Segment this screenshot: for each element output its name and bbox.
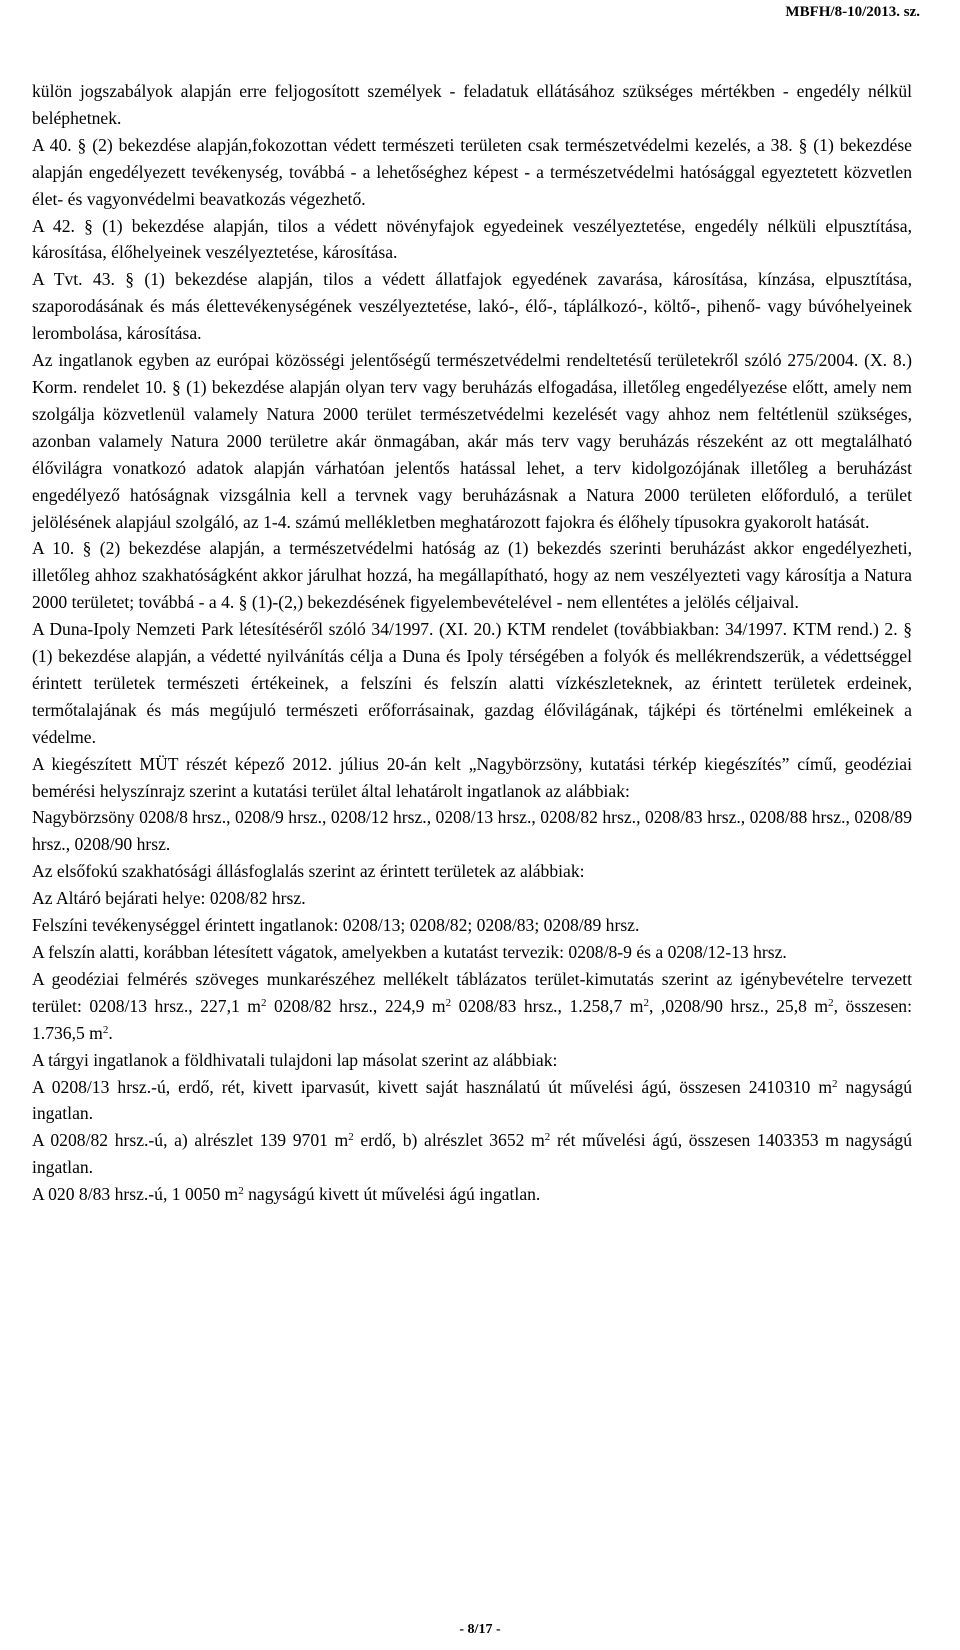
paragraph-parcel-list: Nagybörzsöny 0208/8 hrsz., 0208/9 hrsz., 0208/12 hrsz., 0208/13 hrsz., 0208/82 hrsz., 0208/83 hrsz., 0208/88 hrsz., 0208/89 hrsz., 0208/90 hrsz. bbox=[32, 807, 912, 855]
area-sup-2: 2 bbox=[445, 996, 452, 1009]
parcel-0208-83-text: A 020 8/83 hrsz.-ú, 1 0050 m bbox=[32, 1184, 239, 1205]
parcel-0208-83-tail: nagyságú kivett út művelési ágú ingatlan. bbox=[243, 1184, 541, 1205]
parcel-0208-82-middle: erdő, b) alrészlet 3652 m bbox=[353, 1130, 545, 1151]
paragraph-natura-2000: Az ingatlanok egyben az európai közösségi jelentőségű természetvédelmi rendeltetésű területekről szóló 275/2004. (X. 8.) Korm. rendelet 10. § (1) bekezdése alapján olyan terv vagy beruházás elfogadása, illetőleg engedélyezése előtt, amely nem szolgálja közvetlenül valamely Natura 2000 terület természetvédelmi kezelését vagy ahhoz nem feltétlenül szükséges, azonban valamely Natura 2000 területre akár önmagában, akár más terv vagy beruházás részeként az ott megtalálható élővilágra vonatkozó adatok alapján várhatóan jelentős hatással lehet, a terv kidolgozójának illetőleg a beruházást engedélyező hatóságnak vizsgálnia kell a tervnek vagy beruházásnak a Natura 2000 területen előforduló, a terület jelölésének alapjául szolgáló, az 1-4. számú mellékletben meghatározott fajokra és élőhely típusokra gyakorolt hatását. bbox=[32, 350, 912, 532]
paragraph-section-43: A Tvt. 43. § (1) bekezdése alapján, tilos a védett állatfajok egyedének zavarása, károsítása, kínzása, elpusztítása, szaporodásának és más élettevékenységének veszélyeztetése, lakó-, élő-, táplálkozó-, költő-, pihenő- vagy búvóhelyeinek lerombolása, károsítása. bbox=[32, 269, 912, 344]
parcel-0208-82-tail: rét művelési ágú, összesen 1403353 m nagyságú ingatlan. bbox=[32, 1130, 912, 1178]
paragraph-surface-parcels: Felszíni tevékenységgel érintett ingatlanok: 0208/13; 0208/82; 0208/83; 0208/89 hrsz. bbox=[32, 915, 640, 936]
paragraph-entry-permission: külön jogszabályok alapján erre feljogosított személyek - feladatuk ellátásához szükséges mértékben - engedély nélkül beléphetnek. bbox=[32, 81, 912, 128]
parcel-0208-82-sup-1: 2 bbox=[348, 1131, 354, 1144]
parcel-0208-83-sup: 2 bbox=[238, 1185, 244, 1198]
parcel-0208-13-text: A 0208/13 hrsz.-ú, erdő, rét, kivett iparvasút, kivett saját használatú út művelési ágú, összesen 2410310 m bbox=[32, 1076, 833, 1097]
area-sup-5: 2 bbox=[102, 1023, 109, 1036]
parcel-0208-82-sup-2: 2 bbox=[544, 1131, 551, 1144]
paragraph-section-42: A 42. § (1) bekezdése alapján, tilos a védett növényfajok egyedeinek veszélyeztetése, engedély nélküli elpusztítása, károsítása, élőhelyeinek veszélyeztetése, károsítása. bbox=[32, 215, 912, 263]
area-text-5: , összesen: 1.736,5 m bbox=[32, 995, 912, 1043]
area-text-4: , ,0208/90 hrsz., 25,8 m bbox=[648, 995, 829, 1016]
paragraph-parcel-0208-82 bbox=[32, 1127, 912, 1181]
paragraph-section-40: A 40. § (2) bekezdése alapján,fokozottan védett természeti területen csak természetvédelmi kezelés, a 38. § (1) bekezdése alapján engedélyezett tevékenység, továbbá - a lehetőséghez képest - a természetvédelmi hatósággal egyeztetett közvetlen élet- és vagyonvédelmi beavatkozás végezhető. bbox=[32, 134, 912, 209]
document-body bbox=[32, 78, 912, 1208]
paragraph-parcel-0208-83 bbox=[32, 1181, 912, 1208]
parcel-0208-82-text: A 0208/82 hrsz.-ú, a) alrészlet 139 9701 m bbox=[32, 1130, 349, 1151]
paragraph-adit-entrance: Az Altáró bejárati helye: 0208/82 hrsz. bbox=[32, 888, 306, 909]
area-text-1: A geodéziai felmérés szöveges munkarészéhez mellékelt táblázatos terület-kimutatás szerint az igénybevételre tervezett terület: 0208/13 hrsz., 227,1 m bbox=[32, 968, 912, 1016]
paragraph-area-summary bbox=[32, 966, 912, 1047]
document-id: MBFH/8-10/2013. sz. bbox=[785, 4, 920, 20]
paragraph-affected-areas-intro: Az elsőfokú szakhatósági állásfoglalás szerint az érintett területek az alábbiak: bbox=[32, 861, 585, 882]
paragraph-parcel-0208-13 bbox=[32, 1074, 912, 1128]
area-sup-4: 2 bbox=[828, 996, 834, 1009]
area-text-3: 0208/83 hrsz., 1.258,7 m bbox=[451, 995, 644, 1016]
area-sup-1: 2 bbox=[260, 996, 267, 1009]
paragraph-land-registry-intro: A tárgyi ingatlanok a földhivatali tulajdoni lap másolat szerint az alábbiak: bbox=[32, 1049, 558, 1070]
paragraph-mut-survey: A kiegészített MÜT részét képező 2012. július 20-án kelt „Nagybörzsöny, kutatási térkép kiegészítés” című, geodéziai bemérési helyszínrajz szerint a kutatási terület által lehatárolt ingatlanok az alábbiak: bbox=[32, 753, 912, 801]
area-sup-3: 2 bbox=[643, 996, 649, 1009]
area-text-2: 0208/82 hrsz., 224,9 m bbox=[266, 995, 446, 1016]
parcel-0208-13-sup: 2 bbox=[832, 1077, 838, 1090]
paragraph-underground-tunnels: A felszín alatti, korábban létesített vágatok, amelyekben a kutatást tervezik: 0208/8-9 és a 0208/12-13 hrsz. bbox=[32, 942, 787, 962]
paragraph-duna-ipoly: A Duna-Ipoly Nemzeti Park létesítéséről szóló 34/1997. (XI. 20.) KTM rendelet (továbbiakban: 34/1997. KTM rend.) 2. § (1) bekezdése alapján, a védetté nyilvánítás célja a Duna és Ipoly térségében a folyók és mellékrendszerük, a védettséggel érintett területek természeti értékeinek, a felszíni és felszín alatti vízkészleteknek, az érintett területek erdeinek, termőtalajának és más megújuló természeti erőforrásainak, gazdag élővilágának, tájképi és történelmi emlékeinek a védelme. bbox=[32, 619, 912, 747]
page-number: - 8/17 - bbox=[459, 1622, 501, 1637]
paragraph-section-10: A 10. § (2) bekezdése alapján, a természetvédelmi hatóság az (1) bekezdés szerinti beruházást akkor engedélyezheti, illetőleg ahhoz szakhatóságként akkor járulhat hozzá, ha megállapítható, hogy az nem veszélyezteti vagy károsítja a Natura 2000 területet; továbbá - a 4. § (1)-(2,) bekezdésének figyelembevételével - nem ellentétes a jelölés céljaival. bbox=[32, 538, 912, 613]
area-text-6: . bbox=[108, 1022, 113, 1043]
parcel-0208-13-tail: nagyságú ingatlan. bbox=[32, 1076, 912, 1124]
